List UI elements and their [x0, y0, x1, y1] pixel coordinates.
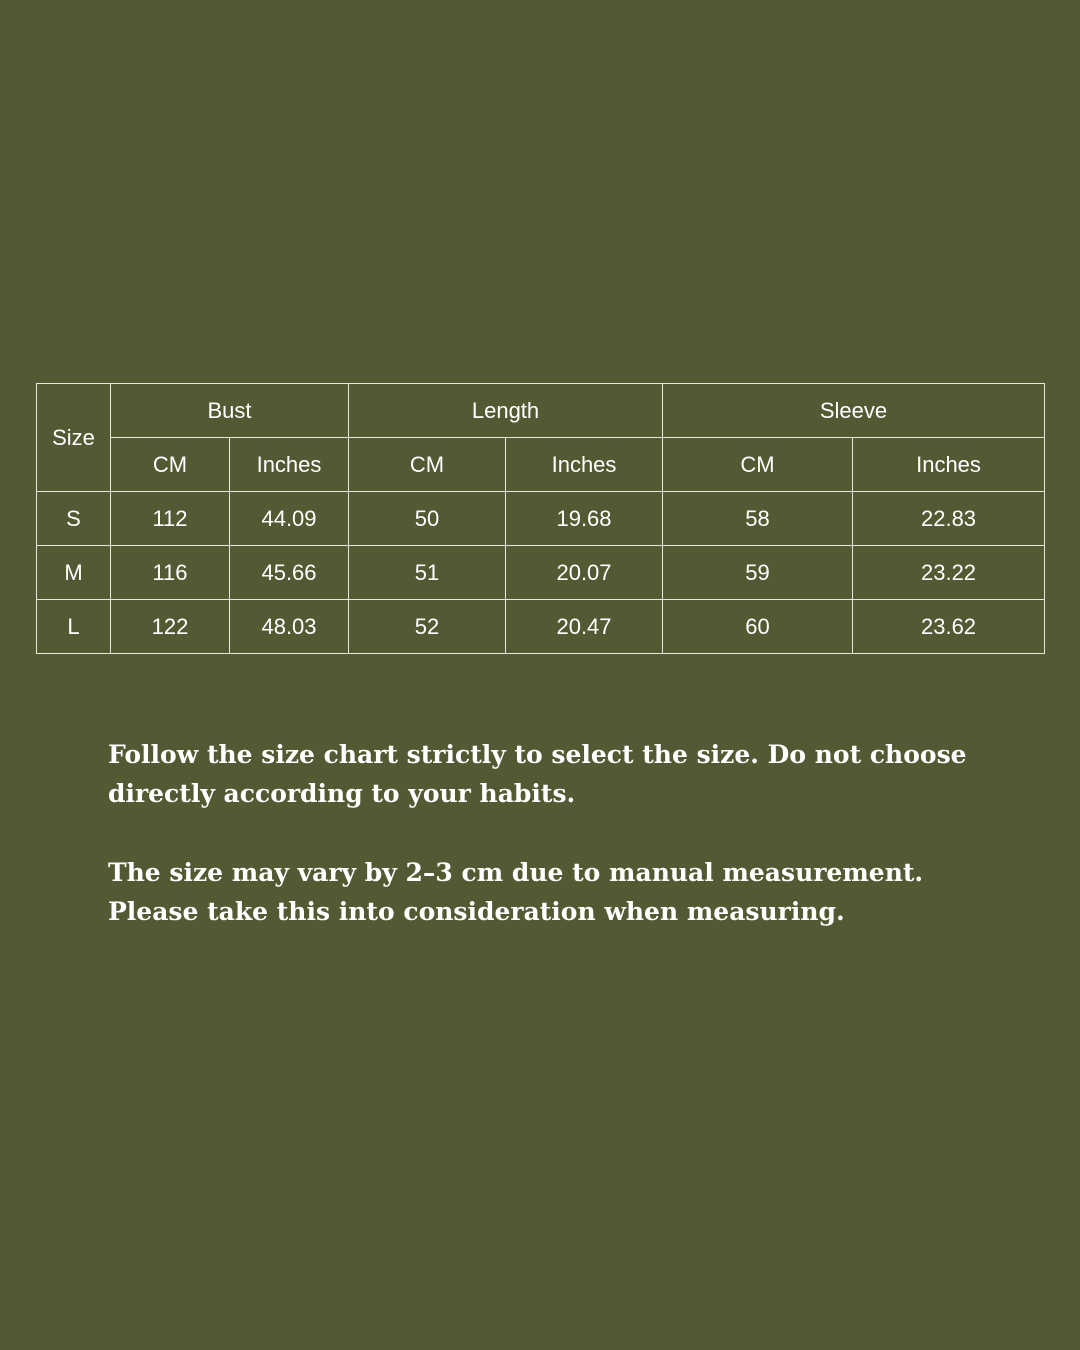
- bust-inches-cell: 44.09: [230, 492, 349, 546]
- size-notes: [108, 735, 988, 971]
- sleeve-inches-header: Inches: [853, 438, 1045, 492]
- length-group-header: Length: [349, 384, 663, 438]
- sleeve-cm-cell: 58: [663, 492, 853, 546]
- bust-cm-header: CM: [111, 438, 230, 492]
- bust-cm-cell: 116: [111, 546, 230, 600]
- bust-inches-cell: 48.03: [230, 600, 349, 654]
- length-inches-cell: 20.07: [506, 546, 663, 600]
- size-cell: M: [37, 546, 111, 600]
- sleeve-inches-cell: 22.83: [853, 492, 1045, 546]
- sleeve-inches-cell: 23.22: [853, 546, 1045, 600]
- length-inches-header: Inches: [506, 438, 663, 492]
- table-row: [37, 546, 1045, 600]
- bust-inches-header: Inches: [230, 438, 349, 492]
- bust-inches-cell: 45.66: [230, 546, 349, 600]
- length-cm-cell: 52: [349, 600, 506, 654]
- size-selection-note: Follow the size chart strictly to select the size. Do not choose directly according to your habits.: [108, 740, 967, 808]
- table-row: [37, 600, 1045, 654]
- size-chart-table: [36, 383, 1045, 654]
- length-inches-cell: 20.47: [506, 600, 663, 654]
- length-cm-header: CM: [349, 438, 506, 492]
- table-row: [37, 492, 1045, 546]
- sleeve-cm-header: CM: [663, 438, 853, 492]
- length-cm-cell: 51: [349, 546, 506, 600]
- sleeve-cm-cell: 60: [663, 600, 853, 654]
- length-cm-cell: 50: [349, 492, 506, 546]
- measurement-variance-note: The size may vary by 2–3 cm due to manual measurement. Please take this into consideration when measuring.: [108, 858, 924, 926]
- header-row-units: [37, 438, 1045, 492]
- header-row-groups: [37, 384, 1045, 438]
- sleeve-cm-cell: 59: [663, 546, 853, 600]
- bust-group-header: Bust: [111, 384, 349, 438]
- size-column-header: Size: [37, 384, 111, 492]
- sleeve-inches-cell: 23.62: [853, 600, 1045, 654]
- bust-cm-cell: 122: [111, 600, 230, 654]
- size-cell: S: [37, 492, 111, 546]
- size-cell: L: [37, 600, 111, 654]
- bust-cm-cell: 112: [111, 492, 230, 546]
- sleeve-group-header: Sleeve: [663, 384, 1045, 438]
- length-inches-cell: 19.68: [506, 492, 663, 546]
